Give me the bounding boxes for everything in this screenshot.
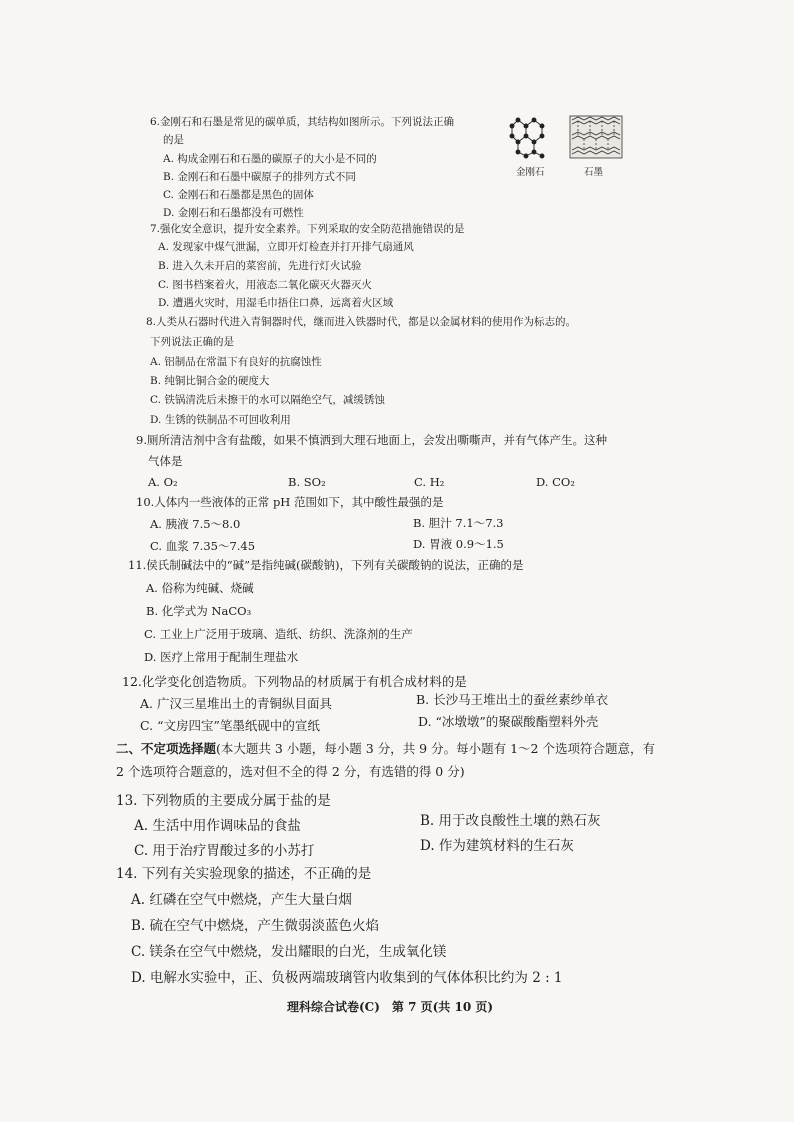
section2-description: (本大题共 3 小题，每小题 3 分，共 9 分。每小题有 1～2 个选项符合题意，有: [216, 741, 655, 756]
q7-option-c: C. 图书档案着火，用液态二氧化碳灭火器灭火: [158, 279, 372, 291]
graphite-label: 石墨: [584, 167, 604, 178]
q11-option-b: B. 化学式为 NaCO₃: [146, 604, 252, 618]
q10-option-a: A. 胰液 7.5～8.0: [150, 517, 241, 531]
q12-option-c: C. “文房四宝”笔墨纸砚中的宣纸: [140, 718, 320, 733]
section2-description-line2: 2 个选项符合题意的，选对但不全的得 2 分，有选错的得 0 分): [116, 764, 465, 779]
diamond-label: 金刚石: [516, 167, 545, 178]
q11-option-a: A. 俗称为纯碱、烧碱: [146, 581, 254, 595]
q6-option-d: D. 金刚石和石墨都没有可燃性: [163, 207, 304, 219]
q11-option-d: D. 医疗上常用于配制生理盐水: [144, 650, 299, 664]
q6-stem-line1: 6.金刚石和石墨是常见的碳单质，其结构如图所示。下列说法正确: [150, 116, 455, 128]
q7-option-d: D. 遭遇火灾时，用湿毛巾捂住口鼻，远离着火区域: [158, 297, 394, 309]
q12-stem: 12.化学变化创造物质。下列物品的材质属于有机合成材料的是: [122, 674, 467, 689]
q8-stem-line2: 下列说法正确的是: [150, 336, 234, 348]
q13-stem: 13. 下列物质的主要成分属于盐的是: [116, 793, 331, 809]
q10-option-c: C. 血浆 7.35～7.45: [150, 539, 256, 553]
q8-stem-line1: 8.人类从石器时代进入青铜器时代，继而进入铁器时代，都是以金属材料的使用作为标志的。: [146, 316, 577, 328]
q11-option-c: C. 工业上广泛用于玻璃、造纸、纺织、洗涤剂的生产: [144, 627, 413, 641]
q7-option-b: B. 进入久未开启的菜窖前，先进行灯火试验: [158, 260, 362, 272]
q8-option-a: A. 铝制品在常温下有良好的抗腐蚀性: [150, 356, 322, 368]
q7-stem: 7.强化安全意识，提升安全素养。下列采取的安全防范措施错误的是: [150, 223, 465, 235]
q10-stem: 10.人体内一些液体的正常 pH 范围如下，其中酸性最强的是: [136, 495, 444, 509]
q13-option-d: D. 作为建筑材料的生石灰: [420, 838, 574, 854]
q9-option-b: B. SO₂: [288, 475, 326, 489]
q7-option-a: A. 发现家中煤气泄漏，立即开灯检查并打开排气扇通风: [158, 241, 414, 253]
q10-option-d: D. 胃液 0.9～1.5: [413, 537, 504, 551]
q14-option-a: A. 红磷在空气中燃烧，产生大量白烟: [131, 892, 352, 908]
q13-option-c: C. 用于治疗胃酸过多的小苏打: [134, 843, 315, 859]
q9-option-a: A. O₂: [148, 475, 178, 489]
q12-option-b: B. 长沙马王堆出土的蚕丝素纱单衣: [416, 692, 609, 707]
q9-option-c: C. H₂: [414, 475, 445, 489]
q8-option-b: B. 纯铜比铜合金的硬度大: [150, 375, 270, 387]
q13-option-a: A. 生活中用作调味品的食盐: [134, 818, 301, 834]
q13-option-b: B. 用于改良酸性土壤的熟石灰: [420, 813, 601, 829]
q12-option-d: D. “冰墩墩”的聚碳酸酯塑料外壳: [418, 714, 599, 729]
q9-option-d: D. CO₂: [536, 475, 575, 489]
carbon-structure-figure: [508, 112, 628, 176]
q10-option-b: B. 胆汁 7.1～7.3: [413, 516, 504, 530]
q11-stem: 11.侯氏制碱法中的“碱”是指纯碱(碳酸钠)，下列有关碳酸钠的说法，正确的是: [128, 558, 524, 572]
q9-stem-line1: 9.厕所清洁剂中含有盐酸，如果不慎洒到大理石地面上，会发出嘶嘶声，并有气体产生。这种: [136, 433, 607, 447]
q9-stem-line2: 气体是: [148, 454, 183, 468]
q14-option-d: D. 电解水实验中，正、负极两端玻璃管内收集到的气体体积比约为 2 : 1: [131, 970, 563, 986]
section2-header-line1: [116, 743, 655, 756]
section2-heading: 二、不定项选择题: [116, 741, 217, 756]
q6-stem-line2: 的是: [163, 134, 184, 146]
q12-option-a: A. 广汉三星堆出土的青铜纵目面具: [140, 696, 332, 711]
q8-option-d: D. 生锈的铁制品不可回收利用: [150, 414, 291, 426]
page-footer: 理科综合试卷(C) 第 7 页(共 10 页): [287, 1000, 494, 1014]
q6-option-c: C. 金刚石和石墨都是黑色的固体: [163, 189, 314, 201]
q14-option-b: B. 硫在空气中燃烧，产生微弱淡蓝色火焰: [131, 918, 380, 934]
q14-option-c: C. 镁条在空气中燃烧，发出耀眼的白光，生成氧化镁: [131, 944, 447, 960]
q8-option-c: C. 铁锅清洗后未擦干的水可以隔绝空气，减缓锈蚀: [150, 394, 385, 406]
q6-option-b: B. 金刚石和石墨中碳原子的排列方式不同: [163, 171, 356, 183]
diamond-graphite-structure-icon: [508, 112, 628, 162]
q14-stem: 14. 下列有关实验现象的描述，不正确的是: [116, 866, 372, 882]
q6-option-a: A. 构成金刚石和石墨的碳原子的大小是不同的: [163, 153, 377, 165]
